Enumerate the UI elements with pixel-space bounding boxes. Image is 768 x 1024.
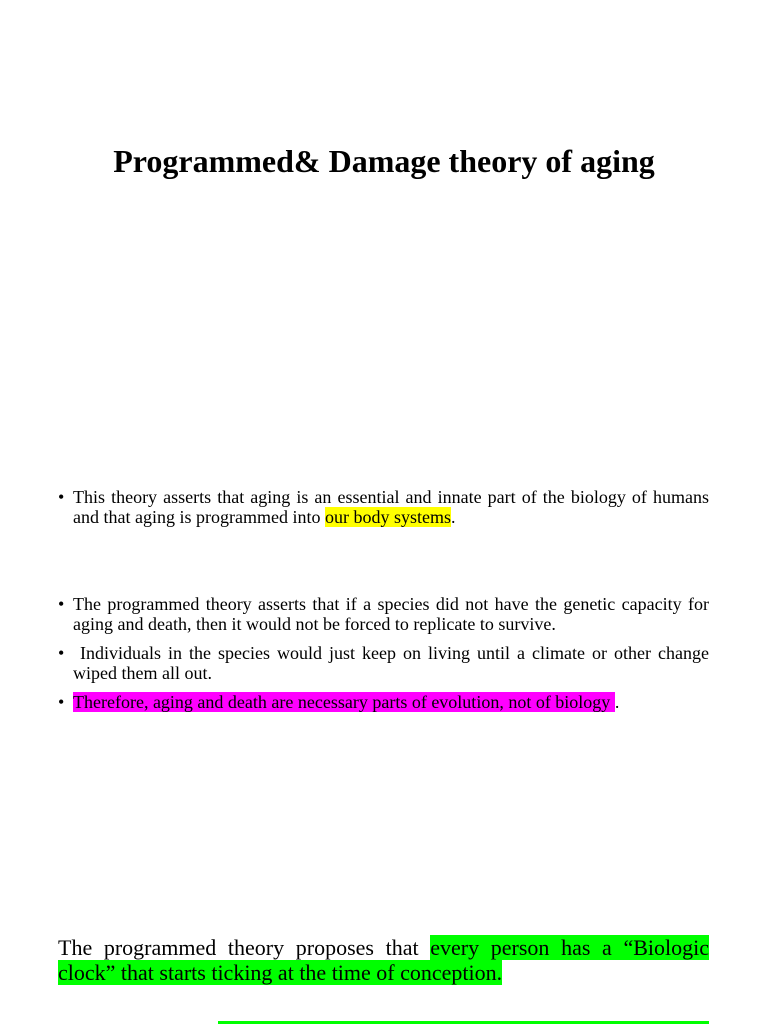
body-paragraph (58, 935, 709, 985)
list-item (58, 643, 714, 683)
bullet-list-programmed (58, 594, 714, 721)
bullet-glyph: • (58, 692, 65, 712)
bullet-glyph: • (58, 487, 65, 507)
highlight-green: every person has a “Biologic clock” that starts ticking at the time of conception. (58, 935, 710, 985)
page-title: Programmed& Damage theory of aging (113, 143, 655, 179)
bullet-text: This theory asserts that aging is an essential and innate part of the biology of humans and that aging is programmed into (73, 487, 709, 527)
highlight-magenta: Therefore, aging and death are necessary parts of evolution, not of biology (73, 692, 615, 712)
bullet-glyph: • (58, 594, 65, 614)
bullet-text-end: . (614, 692, 620, 712)
bullet-text: Individuals in the species would just keep on living until a climate or other change wiped them all out. (73, 643, 714, 683)
highlight-yellow: our body systems (324, 507, 451, 527)
bullet-glyph: • (58, 643, 65, 663)
bullet-list-intro (58, 487, 709, 527)
list-item (58, 594, 709, 634)
paragraph-text: The programmed theory proposes that (58, 935, 431, 960)
bullet-text-end: . (450, 507, 456, 527)
bullet-text: The programmed theory asserts that if a species did not have the genetic capacity for aging and death, then it would not be forced to replicate to survive. (73, 594, 709, 634)
list-item (58, 692, 709, 712)
list-item (58, 487, 709, 527)
